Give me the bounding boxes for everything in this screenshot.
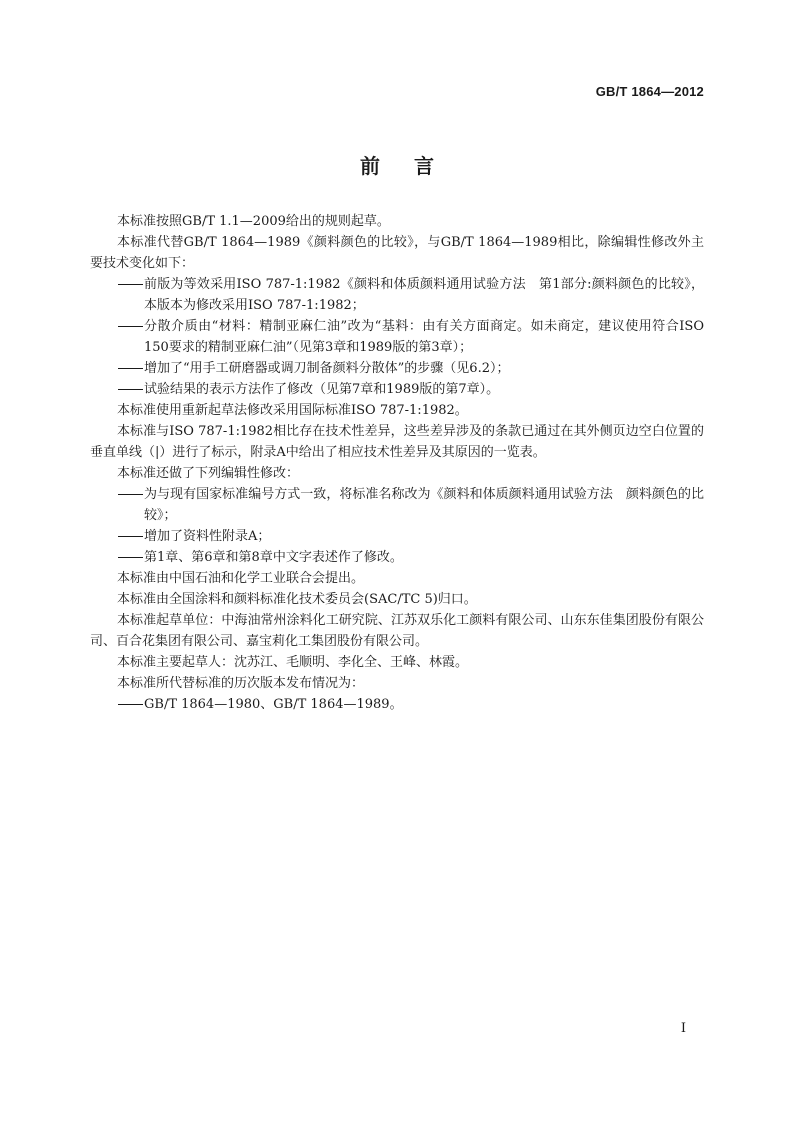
paragraph-proposed-by: 本标准由中国石油和化学工业联合会提出。 [117, 571, 365, 586]
foreword-body [90, 211, 704, 715]
paragraph-editorial-intro: 本标准还做了下列编辑性修改： [117, 466, 300, 481]
paragraph-adoption: 本标准使用重新起草法修改采用国际标准ISO 787-1:1982。 [117, 403, 468, 418]
standard-code: GB/T 1864—2012 [595, 84, 704, 99]
list-item [90, 547, 704, 568]
paragraph-history-intro: 本标准所代替标准的历次版本发布情况为： [117, 676, 365, 691]
list-item [90, 316, 704, 358]
paragraph-replaces: 本标准代替GB/T 1864—1989《颜料颜色的比较》，与GB/T 1864—1989相比，除编辑性修改外主要技术变化如下： [90, 235, 704, 271]
page-number: I [680, 1021, 686, 1036]
page-title: 前言 [360, 154, 468, 178]
paragraph-drafters: 本标准主要起草人：沈苏江、毛顺明、李化全、王峰、林霞。 [117, 655, 469, 670]
list-item [90, 274, 704, 316]
list-item-text: 增加了“用手工研磨器或调刀制备颜料分散体”的步骤（见6.2）； [144, 361, 510, 376]
list-item-text: 分散介质由“材料：精制亚麻仁油”改为“基料：由有关方面商定。如未商定，建议使用符合ISO 150要求的精制亚麻仁油”（见第3章和1989版的第3章）； [144, 319, 704, 355]
list-item [90, 379, 704, 400]
list-item [90, 526, 704, 547]
paragraph-drafting-rules: 本标准按照GB/T 1.1—2009给出的规则起草。 [117, 214, 390, 229]
list-item-text: 前版为等效采用ISO 787-1:1982《颜料和体质颜料通用试验方法 第1部分:颜料颜色的比较》，本版本为修改采用ISO 787-1:1982； [144, 277, 704, 313]
list-item [90, 694, 704, 715]
list-item [90, 484, 704, 526]
list-item-text: GB/T 1864—1980、GB/T 1864—1989。 [144, 697, 403, 712]
paragraph-administered-by: 本标准由全国涂料和颜料标准化技术委员会(SAC/TC 5)归口。 [117, 592, 477, 607]
list-item [90, 358, 704, 379]
paragraph-drafting-units: 本标准起草单位：中海油常州涂料化工研究院、江苏双乐化工颜料有限公司、山东东佳集团股份有限公司、百合花集团有限公司、嘉宝莉化工集团股份有限公司。 [90, 613, 704, 649]
list-item-text: 第1章、第6章和第8章中文字表述作了修改。 [144, 550, 403, 565]
list-item-text: 为与现有国家标准编号方式一致，将标准名称改为《颜料和体质颜料通用试验方法 颜料颜色的比较》； [144, 487, 704, 523]
list-item-text: 试验结果的表示方法作了修改（见第7章和1989版的第7章）。 [144, 382, 500, 397]
list-item-text: 增加了资料性附录A； [144, 529, 271, 544]
paragraph-technical-differences: 本标准与ISO 787-1:1982相比存在技术性差异，这些差异涉及的条款已通过在其外侧页边空白位置的垂直单线（|）进行了标示，附录A中给出了相应技术性差异及其原因的一览表。 [90, 424, 704, 460]
